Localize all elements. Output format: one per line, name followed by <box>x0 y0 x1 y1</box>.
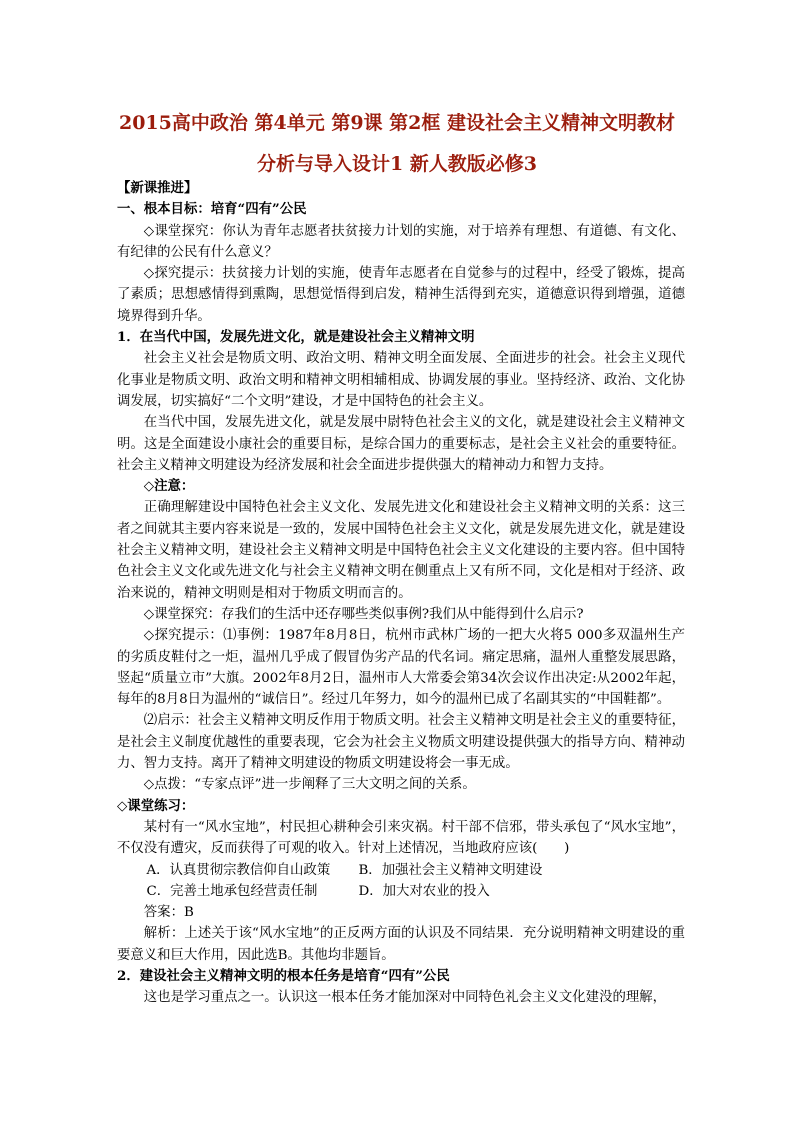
option-a: A．认真贯彻宗教信仰自山政策 <box>146 862 331 878</box>
option-d: D．加大对农业的投入 <box>358 883 490 899</box>
options-row-1 <box>117 860 685 881</box>
heading-1: 一、根本目标：培育“四有”公民 <box>117 201 307 218</box>
final-paragraph: 这也是学习重点之一。认识这一根本任务才能加深对中同特色礼会主义文化建没的理解， <box>143 990 667 1006</box>
option-b: B．加强社会主义精神文明建设 <box>358 862 543 878</box>
classroom-inquiry-1: ◇课堂探究：你认为青年志愿者扶贫接力计划的实施，对于培养有理想、有道德、有文化、有纪律的公民有什么意义？ <box>117 223 685 260</box>
options-row-2 <box>117 881 685 902</box>
heading-3: 2．建设社会主义精神文明的根本任务是培育“四有”公民 <box>117 967 450 984</box>
document-body <box>117 178 685 1009</box>
practice-label: ◇课堂练习： <box>117 797 195 814</box>
practice-question: 某村有一“风水宝地”，村民担心耕种会引来灾祸。村干部不信邪，带头承包了“风水宝地”，不仅没有遭灾，反而获得了可观的收入。针对上述情况，当地政府应该( ) <box>117 819 685 857</box>
paragraph-advanced-culture: 在当代中国，发展先进文化，就是发展中尉特色社会主义的文化，就是建设社会主义精神文明。这是全面建设小康社会的重要目标，是综合国力的重要标志，是社会主义社会的重要特征。社会主义精神文明建设为经济发展和社会全面进步提供强大的精神动力和智力支持。 <box>117 415 685 473</box>
inquiry-hint-2: ◇探究提示：⑴事例：1987年8月8日，杭州市武林广场的一把大火将5 000多双温州生产的劣质皮鞋付之一炬，温州几乎成了假冒伪劣产品的代名词。痛定思痛，温州人重整发展思路，竖起“质量立市”大旗。2002年8月2日，温州市人大常委会第34次会议作出决定:从2002年起，每年的8月8日为温州的“诚信日”。经过几年努力，如今的温州已成了名副其实的“中国鞋都”。 <box>117 628 685 708</box>
inquiry-insight: ⑵启示：社会主义精神文明反作用于物质文明。社会主义精神文明是社会主义的重要特征，是社会主义制度优越性的重要表现，它会为社会主义物质文明建设提供强大的指导方向、精神动力、智力支持。离开了精神文明建设的物质文明建设将会一事无成。 <box>117 713 685 772</box>
heading-2: 1．在当代中国，发展先进文化，就是建设社会主义精神文明 <box>117 329 475 346</box>
classroom-inquiry-2: ◇课堂探究：存我们的生活中还存哪些类似事例?我们从中能得到什么启示? <box>143 606 584 622</box>
explanation-paragraph: 解析：上述关于该“风水宝地”的正反两方面的认识及不同结果．充分说明精神文明建设的重要意义和巨大作用，因此选B。其他均非题旨。 <box>117 926 685 963</box>
inquiry-hint-1: ◇探究提示：扶贫接力计划的实施，使青年志愿者在自觉参与的过程中，经受了锻炼，提高了素质；思想感情得到熏陶，思想觉悟得到启发，精神生活得到充实，道德意识得到增强，道德境界得到升华。 <box>117 266 685 324</box>
document-title-line2: 分析与导入设计1 新人教版必修3 <box>256 153 538 175</box>
note-paragraph: 正确理解建设中国特色社会主义文化、发展先进文化和建设社会主义精神文明的关系：这三者之间就其主要内容来说是一致的，发展中国特色社会主义文化，就是发展先进文化，就是建设社会主义精神文明，建设社会主义精神文明是中国特色社会主义文化建设的主要内容。但中国特色社会主义文化或先进文化与社会主义精神文明在侧重点上又有所不同，文化是相对于经济、政治来说的，精神文明则是相对于物质文明而言的。 <box>117 500 685 601</box>
answer-line: 答案：B <box>143 905 194 921</box>
option-c: C．完善土地承包经营责任制 <box>146 883 318 899</box>
document-title-line1: 2015高中政治 第4单元 第9课 第2框 建设社会主义精神文明教材 <box>118 112 675 134</box>
note-label: ◇注意： <box>143 478 195 495</box>
guidance-paragraph: ◇点拨：“专家点评”进一步阐释了三大文明之间的关系。 <box>143 777 476 793</box>
paragraph-socialist-society: 社会主义社会是物质文明、政治文明、精神文明全面发展、全面进步的社会。社会主义现代化事业是物质文明、政治文明和精神文明相辅相成、协调发展的事业。坚持经济、政治、文化协调发展，切实搞好“二个文明”建设，才是中国特色的社会主义。 <box>117 351 685 409</box>
section-tag: 【新课推进】 <box>117 180 198 196</box>
